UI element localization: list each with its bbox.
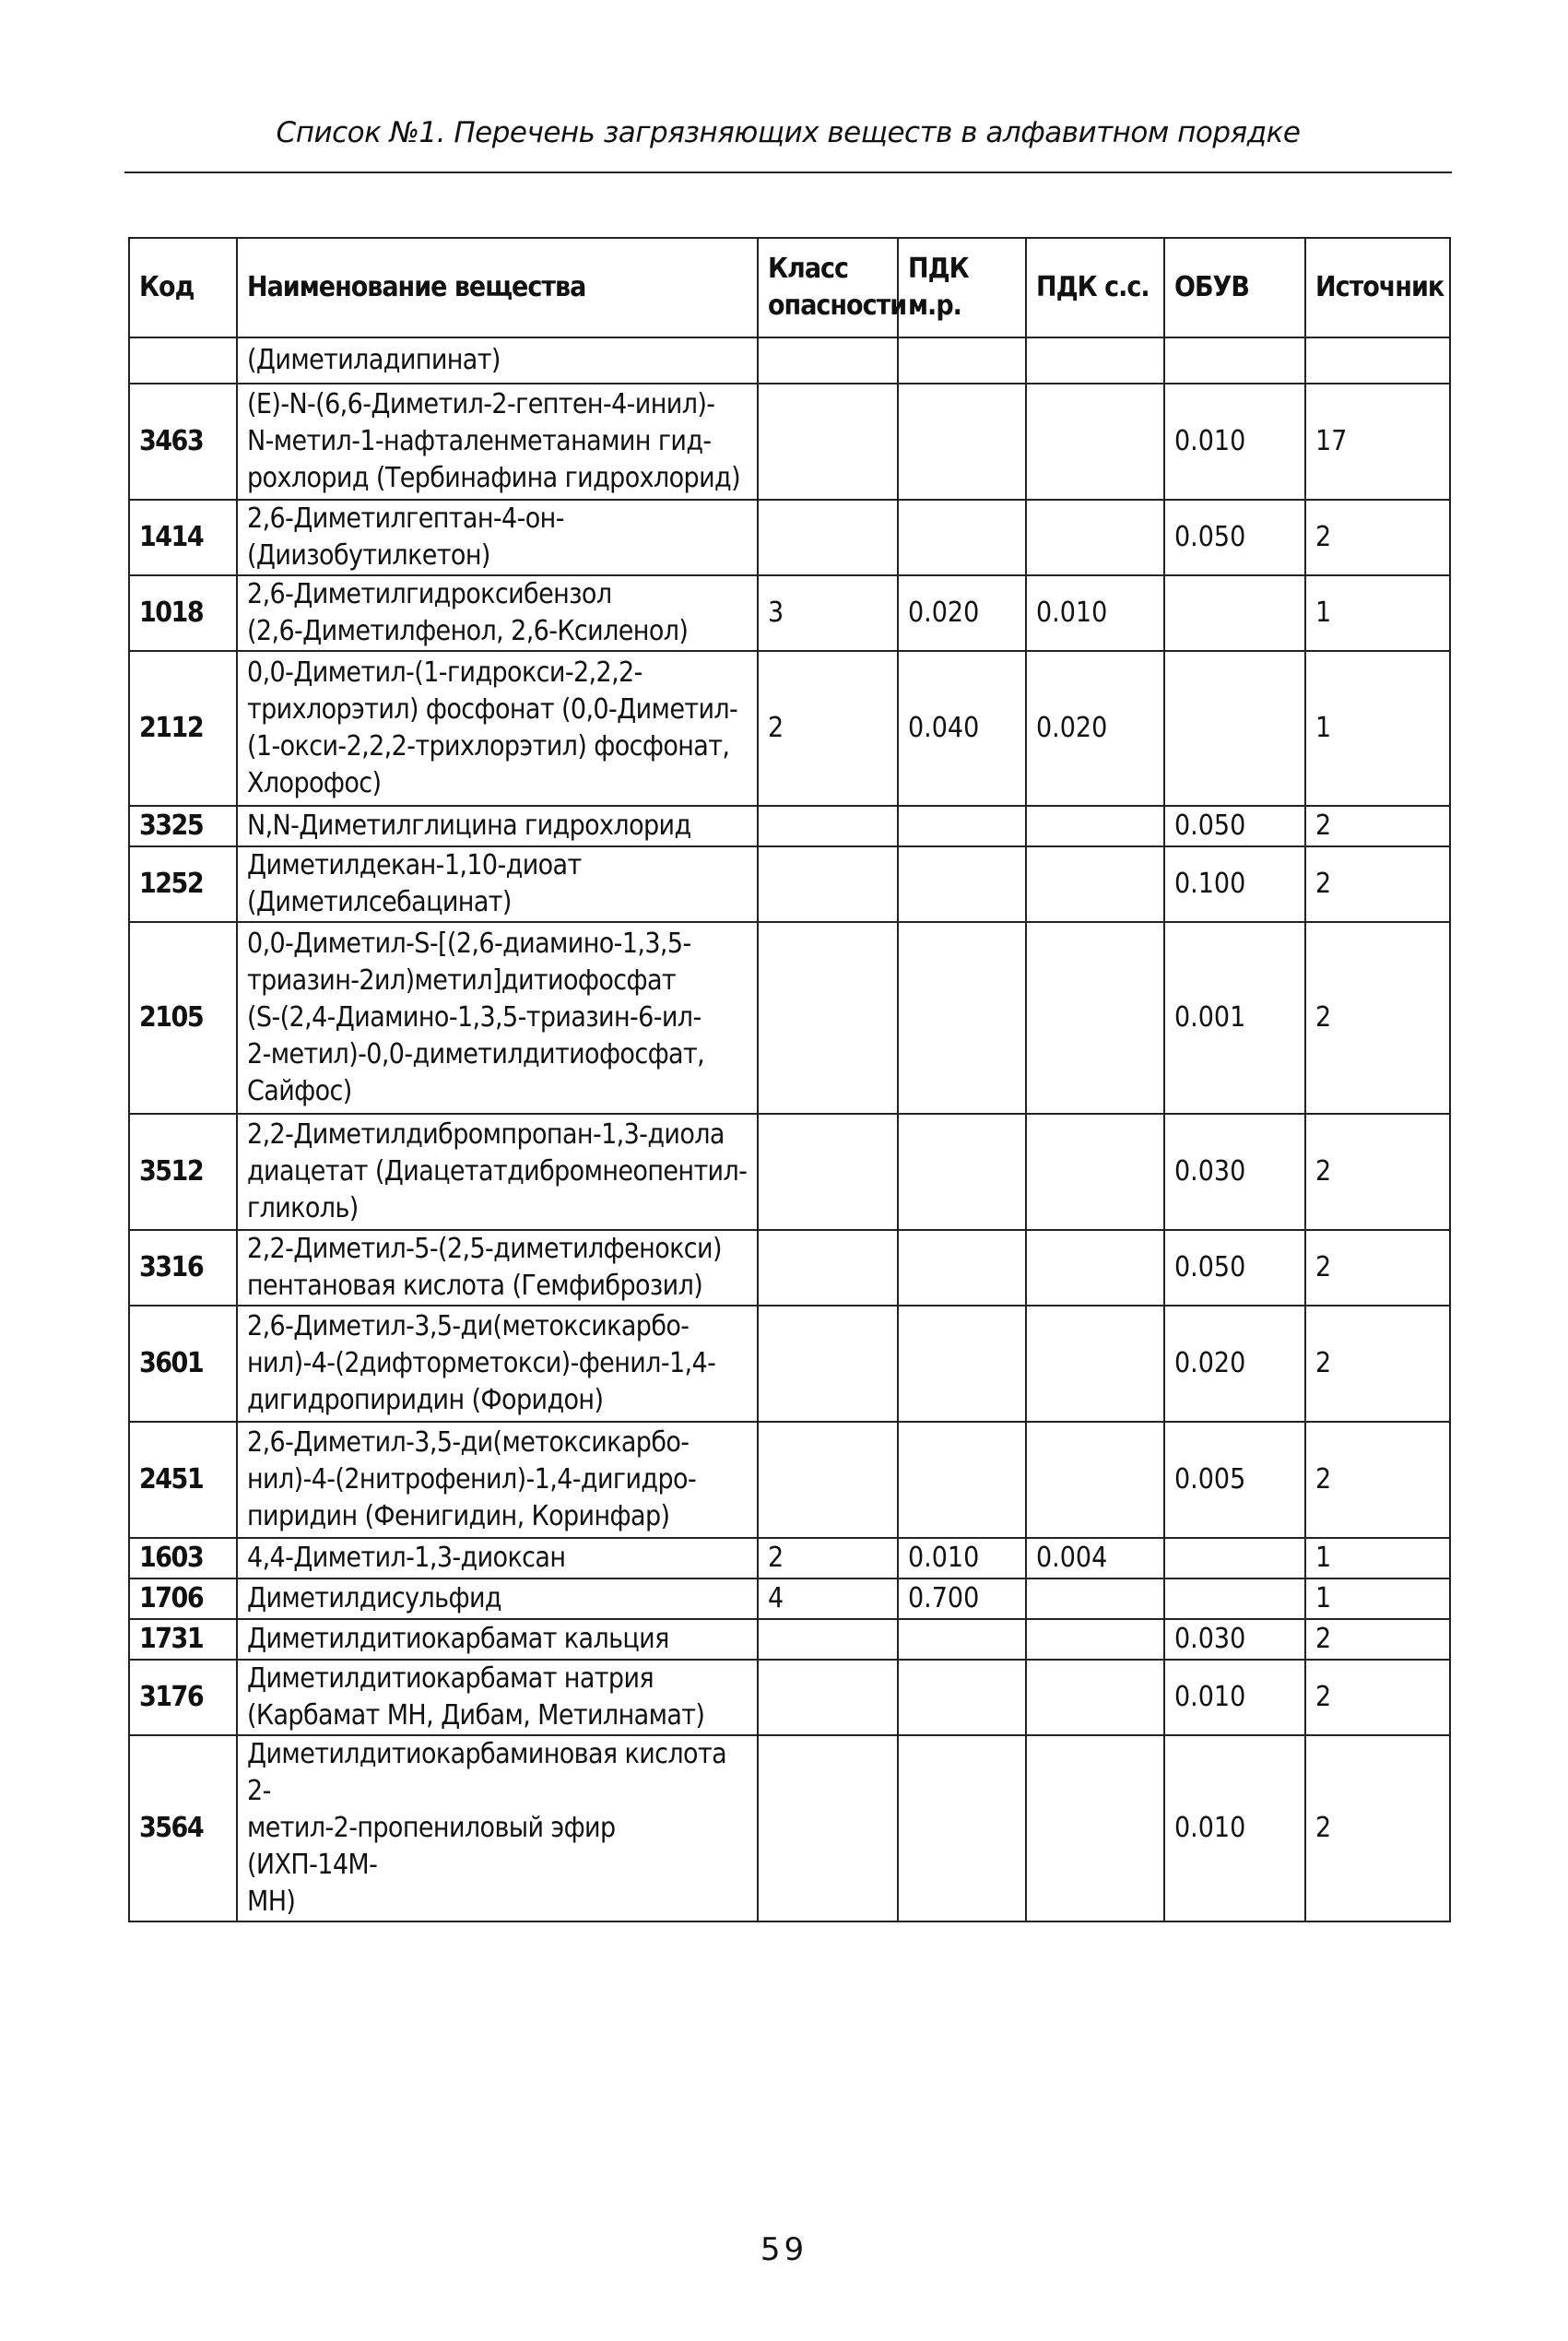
cell-pdk-mr	[898, 1306, 1026, 1422]
cell-source: 2	[1305, 1230, 1450, 1306]
substance-name-line: (Карбамат МН, Дибам, Метилнамат)	[247, 1699, 705, 1732]
cell-name	[237, 337, 758, 384]
cell-obuv: 0.030	[1164, 1619, 1305, 1660]
cell-code: 1252	[129, 846, 237, 922]
substance-name-line: Диметилдитиокарбамат натрия	[247, 1662, 654, 1695]
cell-pdk-mr	[898, 1619, 1026, 1660]
cell-hazard-class	[758, 337, 898, 384]
cell-code: 3601	[129, 1306, 237, 1422]
cell-pdk-mr	[898, 1735, 1026, 1921]
cell-hazard-class	[758, 1735, 898, 1921]
substance-name-line: (E)-N-(6,6-Диметил-2-гептен-4-инил)-	[247, 388, 715, 420]
substance-name-line: триазин-2ил)метил]дитиофосфат	[247, 964, 677, 997]
cell-pdk-ss	[1026, 1619, 1164, 1660]
cell-source: 17	[1305, 384, 1450, 500]
cell-name	[237, 846, 758, 922]
col-header-obuv: ОБУВ	[1164, 238, 1305, 337]
cell-obuv: 0.001	[1164, 922, 1305, 1114]
cell-hazard-class	[758, 1306, 898, 1422]
table-row	[129, 1422, 1450, 1538]
cell-name	[237, 1660, 758, 1735]
cell-name	[237, 651, 758, 806]
col-header-code: Код	[129, 238, 237, 337]
cell-pdk-ss	[1026, 500, 1164, 575]
cell-name	[237, 575, 758, 651]
cell-pdk-ss	[1026, 1422, 1164, 1538]
table-row	[129, 575, 1450, 651]
cell-obuv: 0.050	[1164, 1230, 1305, 1306]
cell-pdk-mr	[898, 1422, 1026, 1538]
cell-code: 3463	[129, 384, 237, 500]
cell-pdk-mr	[898, 922, 1026, 1114]
table-row	[129, 1660, 1450, 1735]
substances-table	[128, 237, 1451, 1922]
cell-pdk-ss	[1026, 1578, 1164, 1619]
cell-source: 1	[1305, 1538, 1450, 1578]
cell-pdk-ss	[1026, 922, 1164, 1114]
cell-pdk-mr	[898, 846, 1026, 922]
cell-pdk-ss	[1026, 846, 1164, 922]
cell-pdk-ss: 0.010	[1026, 575, 1164, 651]
substance-name-line: (Диметилсебацинат)	[247, 886, 512, 918]
cell-obuv: 0.030	[1164, 1114, 1305, 1230]
table-row	[129, 1619, 1450, 1660]
table-row	[129, 806, 1450, 846]
table-row	[129, 651, 1450, 806]
cell-code: 3325	[129, 806, 237, 846]
cell-pdk-ss	[1026, 1230, 1164, 1306]
cell-code: 2105	[129, 922, 237, 1114]
table-body	[129, 337, 1450, 1921]
cell-hazard-class	[758, 384, 898, 500]
substance-name-line: диацетат (Диацетатдибромнеопентил-	[247, 1155, 748, 1188]
substance-name-line: Диметилдитиокарбамат кальция	[247, 1623, 669, 1655]
table-header-row	[129, 238, 1450, 337]
cell-name	[237, 1114, 758, 1230]
cell-name	[237, 1735, 758, 1921]
cell-hazard-class	[758, 846, 898, 922]
cell-pdk-mr	[898, 806, 1026, 846]
col-header-pdk-ss: ПДК с.с.	[1026, 238, 1164, 337]
cell-source: 2	[1305, 500, 1450, 575]
cell-name	[237, 1306, 758, 1422]
cell-obuv: 0.010	[1164, 384, 1305, 500]
table-row	[129, 846, 1450, 922]
table-row	[129, 1306, 1450, 1422]
cell-obuv: 0.010	[1164, 1660, 1305, 1735]
cell-name	[237, 1230, 758, 1306]
cell-hazard-class: 3	[758, 575, 898, 651]
cell-obuv: 0.050	[1164, 806, 1305, 846]
cell-pdk-mr: 0.700	[898, 1578, 1026, 1619]
substance-name-line: рохлорид (Тербинафина гидрохлорид)	[247, 462, 740, 494]
cell-obuv	[1164, 1578, 1305, 1619]
substance-name-line: Хлорофос)	[247, 767, 382, 799]
cell-obuv: 0.020	[1164, 1306, 1305, 1422]
cell-pdk-mr	[898, 384, 1026, 500]
table-row	[129, 1230, 1450, 1306]
cell-source	[1305, 337, 1450, 384]
cell-code: 3316	[129, 1230, 237, 1306]
substance-name-line: Диметилдисульфид	[247, 1582, 501, 1614]
cell-pdk-ss	[1026, 1660, 1164, 1735]
cell-code: 3176	[129, 1660, 237, 1735]
cell-source: 1	[1305, 1578, 1450, 1619]
cell-hazard-class: 4	[758, 1578, 898, 1619]
cell-pdk-ss	[1026, 1306, 1164, 1422]
cell-code: 1414	[129, 500, 237, 575]
table-row	[129, 922, 1450, 1114]
cell-name	[237, 922, 758, 1114]
cell-name	[237, 806, 758, 846]
col-header-source: Источник	[1305, 238, 1450, 337]
cell-code: 1018	[129, 575, 237, 651]
col-header-name: Наименование вещества	[237, 238, 758, 337]
substance-name-line: 2,2-Диметилдибромпропан-1,3-диола	[247, 1118, 725, 1151]
page-number: 59	[760, 2231, 808, 2268]
table-row	[129, 500, 1450, 575]
cell-pdk-mr: 0.010	[898, 1538, 1026, 1578]
substance-name-line: Диметилдекан-1,10-диоат	[247, 849, 582, 881]
substance-name-line: 2,6-Диметилгептан-4-он-	[247, 502, 564, 535]
substance-name-line: гликоль)	[247, 1192, 359, 1224]
cell-pdk-ss	[1026, 806, 1164, 846]
cell-pdk-mr: 0.020	[898, 575, 1026, 651]
cell-hazard-class: 2	[758, 1538, 898, 1578]
cell-source: 2	[1305, 922, 1450, 1114]
substance-name-line: N,N-Диметилглицина гидрохлорид	[247, 810, 691, 842]
table-row	[129, 337, 1450, 384]
cell-code: 2451	[129, 1422, 237, 1538]
cell-source: 2	[1305, 1306, 1450, 1422]
substance-name-line: Сайфос)	[247, 1075, 352, 1107]
cell-name	[237, 1538, 758, 1578]
cell-pdk-ss	[1026, 1114, 1164, 1230]
cell-hazard-class	[758, 1230, 898, 1306]
cell-source: 2	[1305, 1735, 1450, 1921]
substance-name-line: (Диметиладипинат)	[247, 344, 501, 376]
substance-name-line: трихлорэтил) фосфонат (0,0-Диметил-	[247, 693, 738, 726]
cell-pdk-mr	[898, 1660, 1026, 1735]
cell-name	[237, 1422, 758, 1538]
substance-name-line: (S-(2,4-Диамино-1,3,5-триазин-6-ил-	[247, 1001, 701, 1034]
substance-name-line: дигидропиридин (Форидон)	[247, 1384, 604, 1416]
cell-hazard-class	[758, 1660, 898, 1735]
cell-hazard-class	[758, 1422, 898, 1538]
table-row	[129, 1735, 1450, 1921]
page-header: Список №1. Перечень загрязняющих веществ в алфавитном порядке	[276, 116, 1301, 149]
cell-hazard-class: 2	[758, 651, 898, 806]
substance-name-line: 2,6-Диметилгидроксибензол	[247, 578, 612, 610]
substance-name-line: 0,0-Диметил-S-[(2,6-диамино-1,3,5-	[247, 928, 691, 960]
cell-obuv	[1164, 575, 1305, 651]
substance-name-line: 0,0-Диметил-(1-гидрокси-2,2,2-	[247, 656, 643, 689]
substance-name-line: метил-2-пропениловый эфир (ИХП-14М-	[247, 1812, 616, 1881]
substance-name-line: нил)-4-(2нитрофенил)-1,4-дигидро-	[247, 1463, 697, 1496]
substance-name-line: Диметилдитиокарбаминовая кислота 2-	[247, 1738, 727, 1807]
table-row	[129, 1114, 1450, 1230]
substance-name-line: пиридин (Фенигидин, Коринфар)	[247, 1500, 670, 1532]
cell-obuv: 0.005	[1164, 1422, 1305, 1538]
substance-name-line: 2,6-Диметил-3,5-ди(метоксикарбо-	[247, 1310, 690, 1342]
cell-hazard-class	[758, 500, 898, 575]
substance-name-line: (1-окси-2,2,2-трихлорэтил) фосфонат,	[247, 730, 730, 763]
cell-name	[237, 1619, 758, 1660]
cell-pdk-mr: 0.040	[898, 651, 1026, 806]
substance-name-line: (Диизобутилкетон)	[247, 539, 490, 572]
cell-pdk-ss: 0.004	[1026, 1538, 1164, 1578]
substance-name-line: нил)-4-(2дифторметокси)-фенил-1,4-	[247, 1347, 716, 1379]
cell-pdk-mr	[898, 1230, 1026, 1306]
cell-code: 3564	[129, 1735, 237, 1921]
substance-name-line: 4,4-Диметил-1,3-диоксан	[247, 1542, 566, 1574]
cell-name	[237, 500, 758, 575]
cell-source: 2	[1305, 846, 1450, 922]
substance-name-line: N-метил-1-нафталенметанамин гид-	[247, 425, 712, 457]
header-rule	[124, 171, 1452, 173]
cell-pdk-mr	[898, 500, 1026, 575]
cell-source: 2	[1305, 1114, 1450, 1230]
table-row	[129, 384, 1450, 500]
cell-pdk-ss	[1026, 337, 1164, 384]
cell-hazard-class	[758, 806, 898, 846]
substance-name-line: пентановая кислота (Гемфиброзил)	[247, 1270, 703, 1302]
cell-obuv	[1164, 1538, 1305, 1578]
cell-code	[129, 337, 237, 384]
cell-source: 1	[1305, 575, 1450, 651]
cell-hazard-class	[758, 922, 898, 1114]
cell-source: 2	[1305, 806, 1450, 846]
substance-name-line: 2,6-Диметил-3,5-ди(метоксикарбо-	[247, 1426, 690, 1459]
substance-name-line: МН)	[247, 1886, 296, 1918]
cell-pdk-mr	[898, 1114, 1026, 1230]
cell-name	[237, 384, 758, 500]
table-row	[129, 1578, 1450, 1619]
cell-code: 1603	[129, 1538, 237, 1578]
cell-obuv	[1164, 337, 1305, 384]
cell-pdk-ss	[1026, 1735, 1164, 1921]
cell-code: 2112	[129, 651, 237, 806]
cell-code: 1731	[129, 1619, 237, 1660]
cell-pdk-ss	[1026, 384, 1164, 500]
substance-name-line: (2,6-Диметилфенол, 2,6-Ксиленол)	[247, 615, 689, 647]
col-header-pdk-mr: ПДК м.р.	[898, 238, 1026, 337]
cell-obuv: 0.050	[1164, 500, 1305, 575]
cell-code: 1706	[129, 1578, 237, 1619]
cell-pdk-ss: 0.020	[1026, 651, 1164, 806]
table-row	[129, 1538, 1450, 1578]
substance-name-line: 2-метил)-0,0-диметилдитиофосфат,	[247, 1038, 705, 1070]
cell-obuv	[1164, 651, 1305, 806]
cell-hazard-class	[758, 1619, 898, 1660]
cell-pdk-mr	[898, 337, 1026, 384]
cell-source: 2	[1305, 1619, 1450, 1660]
substance-name-line: 2,2-Диметил-5-(2,5-диметилфенокси)	[247, 1233, 722, 1265]
cell-source: 2	[1305, 1660, 1450, 1735]
cell-hazard-class	[758, 1114, 898, 1230]
cell-obuv: 0.010	[1164, 1735, 1305, 1921]
cell-obuv: 0.100	[1164, 846, 1305, 922]
cell-code: 3512	[129, 1114, 237, 1230]
cell-name	[237, 1578, 758, 1619]
cell-source: 1	[1305, 651, 1450, 806]
col-header-hazard-class: Класс опасности	[758, 238, 898, 337]
cell-source: 2	[1305, 1422, 1450, 1538]
